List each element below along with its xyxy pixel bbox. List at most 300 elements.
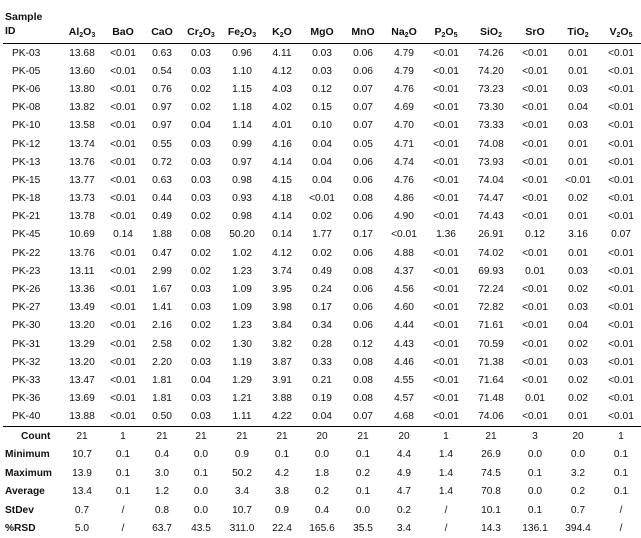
value-cell: <0.01 [608, 47, 634, 59]
value-cell: <0.01 [522, 102, 548, 114]
sample-id-cell: PK-45 [12, 229, 41, 241]
value-cell: <0.01 [608, 211, 634, 223]
value-cell: 3.91 [272, 374, 292, 386]
value-cell: / [121, 523, 125, 535]
value-cell: 73.23 [478, 83, 504, 95]
value-cell: 0.03 [191, 411, 211, 423]
value-cell: 136.1 [522, 523, 548, 535]
value-cell: 0.06 [353, 174, 373, 186]
value-cell: <0.01 [608, 338, 634, 350]
value-cell: 1.29 [232, 374, 252, 386]
value-cell: 0.76 [152, 83, 172, 95]
oxide-column-header: $Cr_2O_3$ [187, 26, 215, 39]
sample-id-cell: PK-10 [12, 120, 41, 132]
statistic-row [3, 482, 641, 501]
value-cell: <0.01 [522, 284, 548, 296]
value-cell: 0.97 [152, 120, 172, 132]
value-cell: 0.02 [191, 265, 211, 277]
value-cell: 0.04 [568, 102, 588, 114]
value-cell: 2.58 [152, 338, 172, 350]
value-cell: 4.68 [394, 411, 414, 423]
value-cell: <0.01 [110, 393, 136, 405]
value-cell: <0.01 [608, 320, 634, 332]
value-cell: 13.58 [69, 120, 95, 132]
value-cell: <0.01 [433, 138, 459, 150]
value-cell: / [444, 523, 448, 535]
value-cell: <0.01 [608, 284, 634, 296]
value-cell: <0.01 [110, 138, 136, 150]
value-cell: 0.0 [193, 449, 209, 461]
value-cell: 13.80 [69, 83, 95, 95]
value-cell: 0.01 [568, 156, 588, 168]
value-cell: 1.11 [232, 411, 252, 423]
value-cell: 0.05 [353, 138, 373, 150]
value-cell: 13.11 [69, 265, 95, 277]
value-cell: <0.01 [433, 174, 459, 186]
value-cell: 0.50 [152, 411, 172, 423]
table-row [3, 99, 641, 117]
value-cell: <0.01 [522, 320, 548, 332]
value-cell: <0.01 [433, 120, 459, 132]
value-cell: 10.69 [69, 229, 95, 241]
oxide-column-header: $K_2O$ [272, 26, 292, 39]
value-cell: 4.18 [272, 193, 292, 205]
value-cell: 0.02 [568, 393, 588, 405]
value-cell: 10.7 [72, 449, 92, 461]
value-cell: 0.03 [312, 65, 332, 77]
value-cell: 0.4 [154, 449, 170, 461]
value-cell: 0.17 [353, 229, 373, 241]
value-cell: 0.0 [355, 504, 371, 516]
statistic-label: %RSD [5, 523, 36, 535]
value-cell: 0.07 [353, 120, 373, 132]
value-cell: 0.03 [191, 65, 211, 77]
value-cell: <0.01 [110, 356, 136, 368]
value-cell: 0.04 [312, 174, 332, 186]
value-cell: 21 [195, 430, 207, 442]
value-cell: 1 [120, 430, 126, 442]
table-row [3, 371, 641, 389]
table-row [3, 171, 641, 189]
value-cell: 0.03 [191, 193, 211, 205]
value-cell: / [619, 504, 623, 516]
value-cell: 0.1 [115, 467, 131, 479]
value-cell: 22.4 [272, 523, 292, 535]
table-row [3, 190, 641, 208]
table-row [3, 262, 641, 280]
value-cell: 0.1 [613, 467, 629, 479]
table-row [3, 335, 641, 353]
value-cell: 0.97 [152, 102, 172, 114]
value-cell: <0.01 [433, 83, 459, 95]
value-cell: 0.01 [568, 138, 588, 150]
value-cell: 311.0 [229, 523, 255, 535]
value-cell: 4.70 [394, 120, 414, 132]
value-cell: 4.71 [394, 138, 414, 150]
value-cell: 0.98 [232, 211, 252, 223]
value-cell: <0.01 [433, 338, 459, 350]
value-cell: <0.01 [110, 120, 136, 132]
value-cell: 0.01 [525, 265, 545, 277]
statistic-row [3, 501, 641, 520]
value-cell: / [444, 504, 448, 516]
value-cell: <0.01 [391, 229, 417, 241]
value-cell: 0.04 [312, 411, 332, 423]
value-cell: 13.29 [69, 338, 95, 350]
value-cell: 0.08 [353, 393, 373, 405]
value-cell: <0.01 [110, 174, 136, 186]
value-cell: 0.14 [113, 229, 133, 241]
value-cell: 0.01 [568, 211, 588, 223]
value-cell: 0.01 [568, 247, 588, 259]
value-cell: 74.04 [478, 174, 504, 186]
value-cell: 0.08 [353, 374, 373, 386]
value-cell: 0.07 [611, 229, 631, 241]
sample-id-cell: PK-33 [12, 374, 41, 386]
value-cell: 0.63 [152, 47, 172, 59]
value-cell: 0.24 [312, 284, 332, 296]
value-cell: <0.01 [110, 284, 136, 296]
value-cell: <0.01 [110, 156, 136, 168]
value-cell: <0.01 [522, 356, 548, 368]
value-cell: 13.49 [69, 302, 95, 314]
value-cell: 71.38 [478, 356, 504, 368]
value-cell: <0.01 [433, 374, 459, 386]
value-cell: 0.99 [232, 138, 252, 150]
value-cell: 4.57 [394, 393, 414, 405]
value-cell: 1.21 [232, 393, 252, 405]
value-cell: 0.01 [525, 393, 545, 405]
sample-id-cell: PK-13 [12, 156, 41, 168]
value-cell: 0.63 [152, 174, 172, 186]
sample-id-cell: PK-27 [12, 302, 41, 314]
statistic-label: StDev [5, 504, 34, 516]
value-cell: 0.04 [312, 138, 332, 150]
sample-id-cell: PK-23 [12, 265, 41, 277]
value-cell: 3.88 [272, 393, 292, 405]
value-cell: 0.04 [312, 156, 332, 168]
value-cell: <0.01 [309, 193, 335, 205]
value-cell: <0.01 [433, 284, 459, 296]
value-cell: 0.01 [568, 65, 588, 77]
value-cell: 1.8 [314, 467, 330, 479]
value-cell: 0.02 [191, 320, 211, 332]
value-cell: 0.02 [191, 83, 211, 95]
value-cell: <0.01 [110, 320, 136, 332]
table-row [3, 208, 641, 226]
value-cell: 0.96 [232, 47, 252, 59]
oxide-column-header: CaO [151, 26, 173, 38]
value-cell: 0.06 [353, 65, 373, 77]
value-cell: 1.81 [152, 393, 172, 405]
value-cell: <0.01 [522, 247, 548, 259]
value-cell: 0.06 [353, 302, 373, 314]
value-cell: 0.97 [232, 156, 252, 168]
value-cell: 1.67 [152, 284, 172, 296]
value-cell: 0.02 [191, 338, 211, 350]
value-cell: 13.76 [69, 247, 95, 259]
value-cell: <0.01 [110, 374, 136, 386]
value-cell: 72.82 [478, 302, 504, 314]
value-cell: 13.47 [69, 374, 95, 386]
value-cell: <0.01 [522, 65, 548, 77]
value-cell: 0.21 [312, 374, 332, 386]
value-cell: <0.01 [522, 83, 548, 95]
value-cell: 1.88 [152, 229, 172, 241]
value-cell: 0.02 [568, 193, 588, 205]
value-cell: <0.01 [608, 247, 634, 259]
value-cell: 0.1 [527, 504, 543, 516]
value-cell: 13.9 [72, 467, 92, 479]
value-cell: 0.1 [613, 486, 629, 498]
value-cell: 0.03 [568, 265, 588, 277]
value-cell: 0.07 [353, 102, 373, 114]
value-cell: 35.5 [353, 523, 373, 535]
value-cell: 0.1 [355, 486, 371, 498]
value-cell: 0.9 [234, 449, 250, 461]
value-cell: <0.01 [608, 83, 634, 95]
value-cell: 0.02 [568, 284, 588, 296]
value-cell: 4.7 [396, 486, 412, 498]
value-cell: 21 [236, 430, 248, 442]
value-cell: 0.8 [154, 504, 170, 516]
value-cell: 74.06 [478, 411, 504, 423]
value-cell: <0.01 [433, 247, 459, 259]
sample-id-cell: PK-18 [12, 193, 41, 205]
value-cell: 21 [276, 430, 288, 442]
value-cell: 0.04 [568, 320, 588, 332]
value-cell: 0.12 [525, 229, 545, 241]
value-cell: 0.93 [232, 193, 252, 205]
value-cell: <0.01 [608, 393, 634, 405]
value-cell: 0.06 [353, 247, 373, 259]
value-cell: <0.01 [110, 211, 136, 223]
sample-id-cell: PK-15 [12, 174, 41, 186]
value-cell: 0.1 [274, 449, 290, 461]
value-cell: 0.1 [193, 467, 209, 479]
sample-id-cell: PK-32 [12, 356, 41, 368]
value-cell: 21 [156, 430, 168, 442]
value-cell: 4.60 [394, 302, 414, 314]
value-cell: 4.22 [272, 411, 292, 423]
value-cell: 1.15 [232, 83, 252, 95]
value-cell: 3.84 [272, 320, 292, 332]
value-cell: 0.44 [152, 193, 172, 205]
value-cell: <0.01 [110, 247, 136, 259]
value-cell: 4.2 [274, 467, 290, 479]
value-cell: 1.09 [232, 302, 252, 314]
table-row [3, 299, 641, 317]
value-cell: <0.01 [110, 47, 136, 59]
value-cell: 0.06 [353, 156, 373, 168]
value-cell: 0.0 [193, 486, 209, 498]
value-cell: 0.03 [191, 174, 211, 186]
value-cell: <0.01 [433, 211, 459, 223]
sample-id-cell: PK-36 [12, 393, 41, 405]
value-cell: 26.91 [478, 229, 504, 241]
value-cell: 0.1 [115, 449, 131, 461]
value-cell: 74.26 [478, 47, 504, 59]
value-cell: 0.12 [312, 83, 332, 95]
value-cell: <0.01 [608, 411, 634, 423]
statistic-row [3, 445, 641, 464]
value-cell: 0.02 [312, 211, 332, 223]
value-cell: 1.09 [232, 284, 252, 296]
value-cell: 0.02 [191, 211, 211, 223]
table-row [3, 408, 641, 427]
value-cell: <0.01 [433, 320, 459, 332]
value-cell: 0.2 [355, 467, 371, 479]
value-cell: <0.01 [433, 411, 459, 423]
value-cell: 13.82 [69, 102, 95, 114]
value-cell: <0.01 [522, 120, 548, 132]
value-cell: 1.2 [154, 486, 170, 498]
value-cell: 73.30 [478, 102, 504, 114]
value-cell: 0.06 [353, 211, 373, 223]
value-cell: 0.0 [193, 504, 209, 516]
value-cell: 1.18 [232, 102, 252, 114]
value-cell: 0.02 [568, 338, 588, 350]
value-cell: 20 [398, 430, 410, 442]
value-cell: <0.01 [522, 374, 548, 386]
value-cell: <0.01 [608, 102, 634, 114]
value-cell: 0.0 [314, 449, 330, 461]
value-cell: <0.01 [608, 120, 634, 132]
value-cell: 13.68 [69, 47, 95, 59]
value-cell: 0.1 [355, 449, 371, 461]
value-cell: 0.2 [396, 504, 412, 516]
table-row [3, 153, 641, 171]
value-cell: 72.24 [478, 284, 504, 296]
value-cell: 70.59 [478, 338, 504, 350]
table-row [3, 353, 641, 371]
value-cell: 0.1 [527, 467, 543, 479]
sample-id-header: Sample ID [5, 11, 43, 37]
value-cell: 4.02 [272, 102, 292, 114]
oxide-composition-table [3, 2, 641, 538]
value-cell: <0.01 [608, 156, 634, 168]
summary-statistics [3, 426, 641, 538]
value-cell: 3.2 [570, 467, 586, 479]
value-cell: 4.16 [272, 138, 292, 150]
value-cell: 3.74 [272, 265, 292, 277]
value-cell: 70.8 [481, 486, 501, 498]
sample-id-cell: PK-31 [12, 338, 41, 350]
value-cell: 74.20 [478, 65, 504, 77]
sample-id-cell: PK-22 [12, 247, 41, 259]
table-row [3, 135, 641, 153]
sample-id-cell: PK-21 [12, 211, 41, 223]
value-cell: 13.77 [69, 174, 95, 186]
value-cell: 4.14 [272, 211, 292, 223]
value-cell: 4.37 [394, 265, 414, 277]
value-cell: 4.15 [272, 174, 292, 186]
value-cell: 394.4 [565, 523, 591, 535]
value-cell: 0.54 [152, 65, 172, 77]
value-cell: 21 [76, 430, 88, 442]
value-cell: 13.20 [69, 320, 95, 332]
value-cell: 0.07 [353, 411, 373, 423]
value-cell: 0.03 [568, 83, 588, 95]
value-cell: 43.5 [191, 523, 211, 535]
value-cell: 165.6 [309, 523, 335, 535]
table-row [3, 117, 641, 135]
value-cell: 0.49 [152, 211, 172, 223]
value-cell: 4.43 [394, 338, 414, 350]
value-cell: 74.08 [478, 138, 504, 150]
value-cell: 0.02 [568, 374, 588, 386]
value-cell: <0.01 [522, 47, 548, 59]
statistic-label: Average [5, 486, 45, 498]
value-cell: 4.46 [394, 356, 414, 368]
value-cell: 0.2 [314, 486, 330, 498]
value-cell: 4.44 [394, 320, 414, 332]
value-cell: 74.43 [478, 211, 504, 223]
value-cell: 0.55 [152, 138, 172, 150]
sample-id-cell: PK-03 [12, 47, 41, 59]
value-cell: 2.99 [152, 265, 172, 277]
value-cell: 3.4 [396, 523, 412, 535]
value-cell: <0.01 [608, 356, 634, 368]
value-cell: <0.01 [608, 174, 634, 186]
oxide-column-header: $Al_2O_3$ [68, 26, 96, 39]
value-cell: 1 [618, 430, 624, 442]
value-cell: 74.47 [478, 193, 504, 205]
value-cell: 0.03 [191, 47, 211, 59]
table-row [3, 80, 641, 98]
value-cell: 0.01 [568, 47, 588, 59]
value-cell: 21 [485, 430, 497, 442]
value-cell: 4.74 [394, 156, 414, 168]
value-cell: 0.47 [152, 247, 172, 259]
value-cell: 1.4 [438, 486, 454, 498]
value-cell: <0.01 [433, 393, 459, 405]
value-cell: 4.55 [394, 374, 414, 386]
value-cell: 0.1 [613, 449, 629, 461]
value-cell: 3 [532, 430, 538, 442]
sample-id-cell: PK-40 [12, 411, 41, 423]
value-cell: 73.33 [478, 120, 504, 132]
value-cell: <0.01 [110, 265, 136, 277]
sample-rows [3, 44, 641, 427]
value-cell: 3.0 [154, 467, 170, 479]
value-cell: 1 [443, 430, 449, 442]
value-cell: 13.74 [69, 138, 95, 150]
value-cell: 1.41 [152, 302, 172, 314]
value-cell: 13.78 [69, 211, 95, 223]
sample-id-cell: PK-06 [12, 83, 41, 95]
value-cell: 14.3 [481, 523, 501, 535]
value-cell: 13.4 [72, 486, 92, 498]
value-cell: 0.33 [312, 356, 332, 368]
header-row [3, 2, 641, 44]
table-row [3, 44, 641, 63]
value-cell: 74.02 [478, 247, 504, 259]
value-cell: 0.17 [312, 302, 332, 314]
value-cell: 4.4 [396, 449, 412, 461]
statistic-label: Count [21, 430, 51, 442]
value-cell: 73.93 [478, 156, 504, 168]
table-row [3, 280, 641, 298]
value-cell: 26.9 [481, 449, 501, 461]
value-cell: 0.2 [570, 486, 586, 498]
value-cell: <0.01 [110, 83, 136, 95]
value-cell: 3.98 [272, 302, 292, 314]
value-cell: 0.07 [353, 83, 373, 95]
value-cell: 13.36 [69, 284, 95, 296]
value-cell: <0.01 [433, 356, 459, 368]
value-cell: 71.48 [478, 393, 504, 405]
